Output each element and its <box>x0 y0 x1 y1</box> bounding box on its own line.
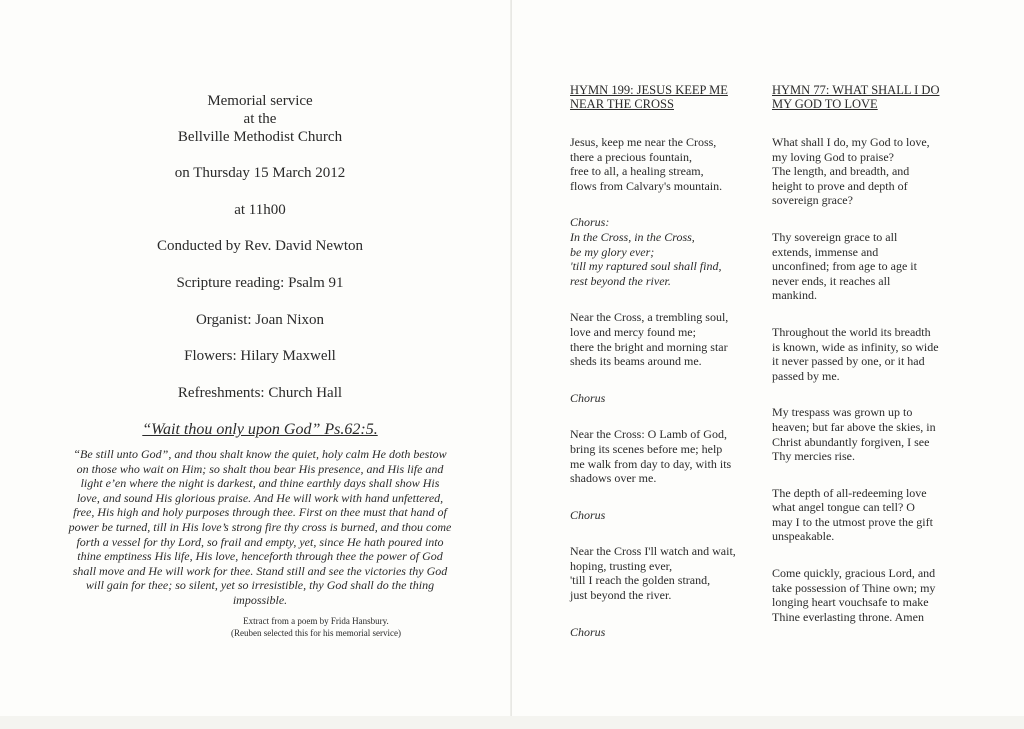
quote-title: “Wait thou only upon God” Ps.62:5. <box>142 421 378 438</box>
poem-text: “Be still unto God”, and thou shalt know the quiet, holy calm He doth bestow on those who wait on Him; so shalt thou bear His presence, and His life and light e’en where the night is darkest, and thine earthly days shall show His love, and sound His glorious praise. And He will work with hand unfettered, free, His high and holy purposes through thee. First on thee must that hand of power be turned, till in His love’s strong fire thy cross is burned, and thou come forth a vessel for thy Lord, so frail and empty, yet, since He hath poured into thine emptiness His life, His love, henceforth through thee the power of God shall move and He will work for thee. Stand still and see the victories thy God will gain for thee; so silent, yet so irresistible, thy God shall do the thing impossible. <box>68 447 452 607</box>
hymn-199-chorus <box>570 215 748 288</box>
chorus-marker-2: Chorus <box>570 507 606 522</box>
hymn-77-column <box>772 84 950 646</box>
title-line-1: Memorial service <box>207 93 313 109</box>
service-date: on Thursday 15 March 2012 <box>174 165 346 181</box>
hymn-77-verse-4: My trespass was grown up to heaven; but far above the skies, in Christ abundantly forgiven, I see Thy mercies rise. <box>772 405 936 464</box>
organist: Organist: Joan Nixon <box>195 312 325 328</box>
left-page <box>0 0 510 729</box>
chorus-marker-1: Chorus <box>570 390 606 405</box>
conducted-by: Conducted by Rev. David Newton <box>156 238 364 254</box>
hymn-77-verse-5: The depth of all-redeeming love what angel tongue can tell? O may I to the utmost prove the gift unspeakable. <box>772 485 933 544</box>
hymn-199-title: HYMN 199: JESUS KEEP ME NEAR THE CROSS <box>570 83 728 111</box>
credit-line-1: Extract from a poem by Frida Hansbury. <box>243 616 389 626</box>
scripture-reading: Scripture reading: Psalm 91 <box>176 275 344 291</box>
hymn-77-verse-3: Throughout the world its breadth is known, wide as infinity, so wide it never passed by one, or it had passed by me. <box>772 324 939 383</box>
chorus-marker-3: Chorus <box>570 624 606 639</box>
hymn-77-verse-2: Thy sovereign grace to all extends, immense and unconfined; from age to age it never ends, it reaches all mankind. <box>772 229 917 303</box>
right-page <box>512 0 1024 729</box>
hymn-77-verse-1: What shall I do, my God to love, my loving God to praise? The length, and breadth, and height to prove and depth of sovereign grace? <box>772 135 930 208</box>
poem-credit <box>196 615 436 639</box>
hymn-199-verse-4: Near the Cross I'll watch and wait, hoping, trusting ever, 'till I reach the golden strand, just beyond the river. <box>570 544 736 603</box>
hymn-199-verse-3: Near the Cross: O Lamb of God, bring its scenes before me; help me walk from day to day, with its shadows over me. <box>570 427 732 486</box>
title-line-2: at the <box>243 111 277 127</box>
hymn-199-verse-2: Near the Cross, a trembling soul, love and mercy found me; there the bright and morning star sheds its beams around me. <box>570 310 729 369</box>
hymn-77-verse-6: Come quickly, gracious Lord, and take possession of Thine own; my longing heart vouchsafe to make Thine everlasting throne. Amen <box>772 566 936 624</box>
refreshments: Refreshments: Church Hall <box>177 385 343 401</box>
chorus-label: Chorus: <box>570 215 610 230</box>
credit-line-2: (Reuben selected this for his memorial service) <box>231 628 401 638</box>
hymn-77-title: HYMN 77: WHAT SHALL I DO MY GOD TO LOVE <box>772 83 940 111</box>
flowers: Flowers: Hilary Maxwell <box>184 348 336 364</box>
title-line-3: Bellville Methodist Church <box>177 129 343 145</box>
service-time: at 11h00 <box>234 202 286 218</box>
hymn-199-verse-1: Jesus, keep me near the Cross, there a precious fountain, free to all, a healing stream, flows from Calvary's mountain. <box>570 135 723 193</box>
chorus-text: In the Cross, in the Cross, be my glory ever; 'till my raptured soul shall find, rest beyond the river. <box>570 229 722 288</box>
hymn-199-column <box>570 84 748 661</box>
service-title <box>100 92 420 146</box>
scan-edge <box>0 716 1024 729</box>
